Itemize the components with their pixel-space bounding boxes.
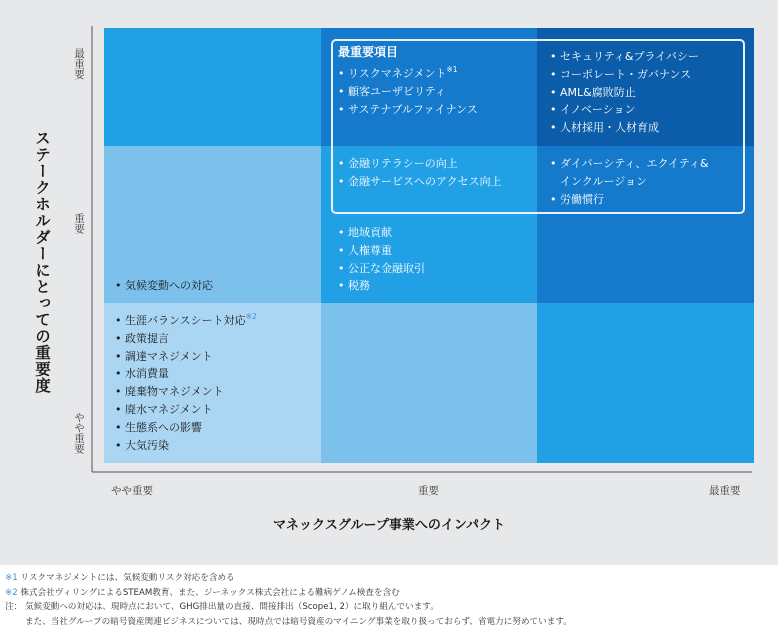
top-center-list <box>338 65 478 118</box>
footnote-1: ※1 リスクマネジメントには、気候変動リスク対応を含める <box>5 573 235 583</box>
list-item: • 生涯バランスシート対応$^{※2}$ <box>115 312 257 330</box>
x-tick-left: やや重要 <box>111 485 153 497</box>
list-item-continuation: インクルージョン <box>560 174 648 188</box>
list-item: • 顧客ユーザビリティ <box>338 83 478 101</box>
footnote-note-continued: また、当社グループの暗号資産関連ビジネスについては、現時点では暗号資産のマイニング事業を取り扱っておらず、省電力に努めています。 <box>25 616 572 627</box>
list-item: • イノベーション <box>550 101 699 119</box>
top-priority-box-title: 最重要項目 <box>338 45 399 59</box>
list-item: • 地域貢献 <box>338 224 425 242</box>
list-item: • コーポレート・ガバナンス <box>550 66 699 84</box>
x-tick-middle: 重要 <box>418 485 439 497</box>
footnote-note: 注： 気候変動への対応は、現時点において、GHG排出量の直接、間接排出（Scope1, 2）に取り組んでいます。 <box>5 602 439 612</box>
list-item: • 政策提言 <box>115 330 257 348</box>
list-item: • 金融サービスへのアクセス向上 <box>338 173 502 191</box>
footnote-2: ※2 株式会社ヴィリングによるSTEAM教育、また、ジーネックス株式会社による難病ゲノム検査を含む <box>5 587 400 598</box>
list-item: • 税務 <box>338 277 425 295</box>
list-item: • 公正な金融取引 <box>338 260 425 278</box>
list-item: • 気候変動への対応 <box>115 277 213 295</box>
list-item: • 廃水マネジメント <box>115 401 257 419</box>
list-item: • 大気汚染 <box>115 437 257 455</box>
y-tick-middle: 重要 <box>73 213 85 234</box>
list-item: • サステナブルファイナンス <box>338 101 478 119</box>
y-tick-top: 最重要 <box>73 48 85 80</box>
mid-center-lower-list <box>338 224 425 295</box>
list-item: • リスクマネジメント$^{※1}$ <box>338 65 478 83</box>
list-item: • 水消費量 <box>115 365 257 383</box>
y-tick-bottom: やや重要 <box>73 412 85 454</box>
y-axis-title: ステークホルダーにとっての重要度 <box>33 130 51 394</box>
footnotes <box>5 571 572 629</box>
list-item: • セキュリティ&プライバシー <box>550 48 699 66</box>
list-item: • 人材採用・人材育成 <box>550 119 699 137</box>
x-axis-title: マネックスグループ事業へのインパクト <box>273 518 505 533</box>
bottom-left-list <box>115 312 257 454</box>
list-item: • AML&腐敗防止 <box>550 84 699 102</box>
mid-center-upper-list <box>338 155 502 191</box>
list-item: • 調達マネジメント <box>115 348 257 366</box>
x-tick-right: 最重要 <box>709 485 741 497</box>
list-item: • 人権尊重 <box>338 242 425 260</box>
list-item: • 労働慣行 <box>550 191 709 209</box>
list-item: • 廃棄物マネジメント <box>115 383 257 401</box>
list-item: • 生態系への影響 <box>115 419 257 437</box>
list-item: • ダイバーシティ、エクイティ& インクルージョン <box>550 155 709 191</box>
mid-left-list <box>115 277 213 295</box>
list-item: • 金融リテラシーの向上 <box>338 155 502 173</box>
top-right-list <box>550 48 699 137</box>
mid-right-upper-list <box>550 155 709 208</box>
